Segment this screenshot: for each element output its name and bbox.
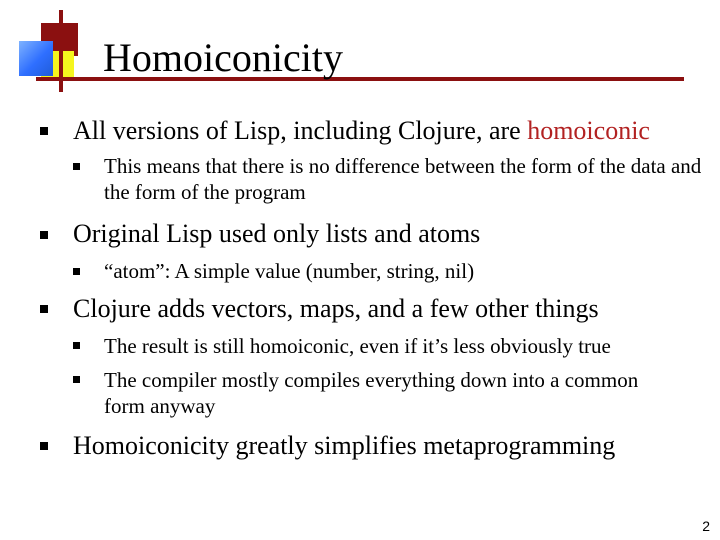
slide-title: Homoiconicity (103, 35, 343, 80)
sub-bullet-square-icon (73, 376, 80, 383)
bullet-2-sub-1: “atom”: A simple value (number, string, nil) (104, 259, 475, 283)
bullet-1-highlight: homoiconic (527, 116, 650, 145)
bullet-4: Homoiconicity greatly simplifies metaprogramming (73, 431, 616, 460)
bullet-3-sub-2: The compiler mostly compiles everything down into a common form anyway (104, 368, 639, 418)
bullet-3: Clojure adds vectors, maps, and a few other things (73, 294, 599, 323)
sub-bullet-square-icon (73, 342, 80, 349)
bullet-1 (73, 116, 650, 146)
bullet-1-sub-1: This means that there is no difference between the form of the data and the form of the program (104, 154, 702, 204)
bullet-square-icon (40, 231, 48, 239)
sub-bullet-square-icon (73, 163, 80, 170)
bullet-1-text: All versions of Lisp, including Clojure, are (73, 116, 528, 145)
bullet-square-icon (40, 442, 48, 450)
bullet-square-icon (40, 305, 48, 313)
bullet-3-sub-1: The result is still homoiconic, even if it’s less obviously true (104, 334, 611, 358)
page-number: 2 (702, 518, 710, 534)
bullet-2: Original Lisp used only lists and atoms (73, 219, 481, 248)
sub-bullet-square-icon (73, 268, 80, 275)
bullet-square-icon (40, 127, 48, 135)
